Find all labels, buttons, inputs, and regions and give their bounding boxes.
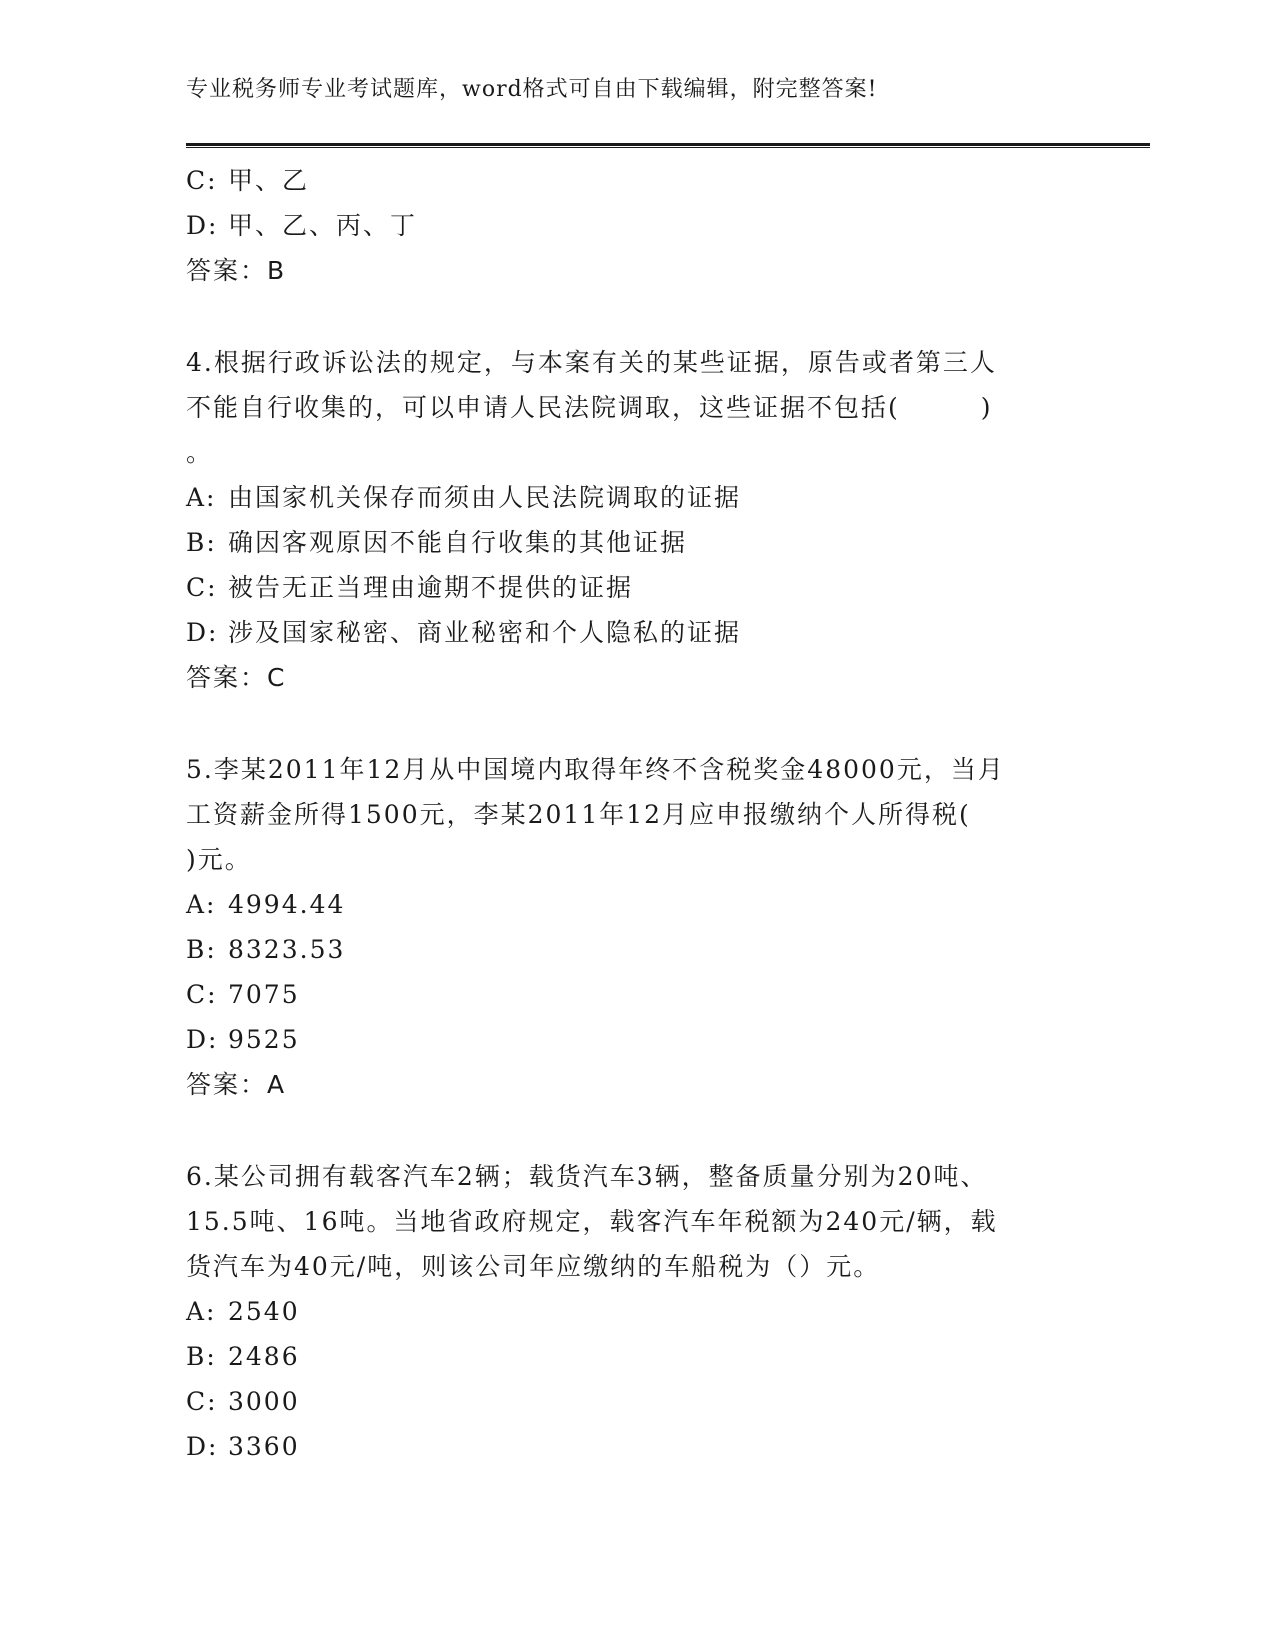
option-text: 2486 xyxy=(228,1342,300,1371)
question-stem xyxy=(186,747,1086,882)
option-d xyxy=(186,203,1086,248)
option-text: 9525 xyxy=(228,1025,300,1054)
option-key: C: xyxy=(186,573,218,602)
option-key: B: xyxy=(186,935,217,964)
option-b xyxy=(186,1334,1086,1379)
stem-line: 货汽车为40元/吨，则该公司年应缴纳的车船税为（）元。 xyxy=(186,1252,881,1281)
stem-line: 不能自行收集的，可以申请人民法院调取，这些证据不包括( ) xyxy=(186,393,993,422)
option-b xyxy=(186,927,1086,972)
option-text: 4994.44 xyxy=(228,890,346,919)
spacer xyxy=(186,293,1086,340)
option-key: A: xyxy=(186,1297,217,1326)
stem-line: 4.根据行政诉讼法的规定，与本案有关的某些证据，原告或者第三人 xyxy=(186,348,997,377)
question-3-tail xyxy=(186,158,1086,293)
page-header: 专业税务师专业考试题库，word格式可自由下载编辑，附完整答案! xyxy=(186,77,878,102)
option-c xyxy=(186,565,1086,610)
question-6 xyxy=(186,1154,1086,1469)
stem-line: 。 xyxy=(186,438,214,467)
option-key: B: xyxy=(186,1342,217,1371)
question-5 xyxy=(186,747,1086,1107)
answer-line: 答案：A xyxy=(186,1070,287,1099)
option-key: C: xyxy=(186,980,218,1009)
stem-line: 15.5吨、16吨。当地省政府规定，载客汽车年税额为240元/辆，载 xyxy=(186,1207,998,1236)
option-text: 甲、乙 xyxy=(228,166,310,195)
option-c xyxy=(186,1379,1086,1424)
option-key: D: xyxy=(186,1432,219,1461)
option-c xyxy=(186,158,1086,203)
option-key: D: xyxy=(186,1025,219,1054)
option-text: 甲、乙、丙、丁 xyxy=(228,211,418,240)
option-key: C: xyxy=(186,166,218,195)
option-d xyxy=(186,1424,1086,1469)
option-a xyxy=(186,882,1086,927)
answer-line: 答案：C xyxy=(186,663,287,692)
option-d xyxy=(186,610,1086,655)
option-text: 8323.53 xyxy=(228,935,346,964)
option-key: D: xyxy=(186,618,219,647)
question-list xyxy=(186,158,1086,1469)
option-text: 3360 xyxy=(228,1432,300,1461)
option-a xyxy=(186,475,1086,520)
question-stem xyxy=(186,1154,1086,1289)
spacer xyxy=(186,700,1086,747)
option-text: 确因客观原因不能自行收集的其他证据 xyxy=(228,528,688,557)
question-4 xyxy=(186,340,1086,700)
option-text: 涉及国家秘密、商业秘密和个人隐私的证据 xyxy=(228,618,742,647)
stem-line: )元。 xyxy=(186,845,252,874)
question-stem xyxy=(186,340,1086,475)
option-a xyxy=(186,1289,1086,1334)
option-key: A: xyxy=(186,483,217,512)
option-key: C: xyxy=(186,1387,218,1416)
option-key: A: xyxy=(186,890,217,919)
stem-line: 5.李某2011年12月从中国境内取得年终不含税奖金48000元，当月 xyxy=(186,755,1005,784)
spacer xyxy=(186,1107,1086,1154)
header-divider xyxy=(186,143,1150,148)
answer-line: 答案：B xyxy=(186,256,287,285)
option-text: 被告无正当理由逾期不提供的证据 xyxy=(228,573,634,602)
option-text: 7075 xyxy=(228,980,300,1009)
option-c xyxy=(186,972,1086,1017)
option-key: D: xyxy=(186,211,219,240)
option-b xyxy=(186,520,1086,565)
option-key: B: xyxy=(186,528,217,557)
option-d xyxy=(186,1017,1086,1062)
option-text: 2540 xyxy=(228,1297,300,1326)
option-text: 由国家机关保存而须由人民法院调取的证据 xyxy=(228,483,742,512)
stem-line: 6.某公司拥有载客汽车2辆；载货汽车3辆，整备质量分别为20吨、 xyxy=(186,1162,988,1191)
stem-line: 工资薪金所得1500元，李某2011年12月应申报缴纳个人所得税( xyxy=(186,800,971,829)
option-text: 3000 xyxy=(228,1387,300,1416)
